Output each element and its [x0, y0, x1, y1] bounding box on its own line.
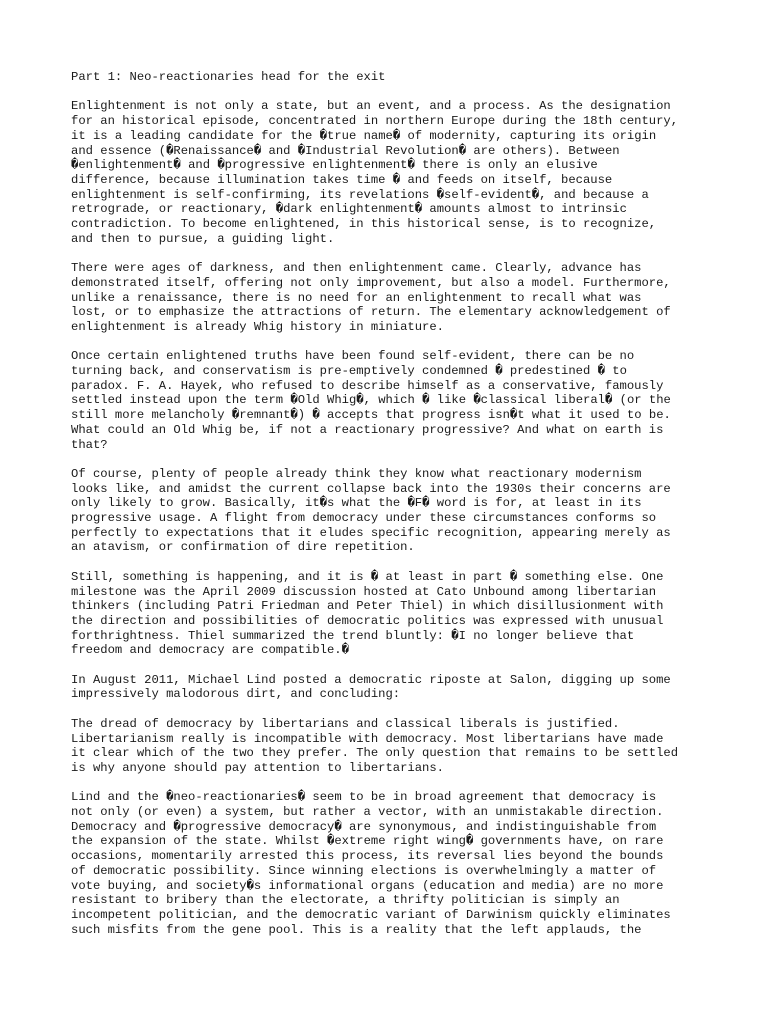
text-line: settled instead upon the term �Old Whig�, which � like �classical liberal� (or the: [71, 393, 671, 408]
text-line: In August 2011, Michael Lind posted a democratic riposte at Salon, digging up some: [71, 672, 671, 687]
paragraph: [71, 673, 711, 702]
paragraph: [71, 99, 711, 246]
text-line: of democratic possibility. Since winning elections is overwhelmingly a matter of: [71, 863, 657, 878]
document-heading: Part 1: Neo-reactionaries head for the exit: [71, 70, 386, 84]
text-line: Lind and the �neo-reactionaries� seem to be in broad agreement that democracy is: [71, 790, 657, 805]
document-body: [71, 99, 711, 937]
text-line: that?: [71, 437, 108, 452]
paragraph: [71, 261, 711, 335]
paragraph: [71, 717, 711, 776]
text-line: The dread of democracy by libertarians and classical liberals is justified.: [71, 716, 620, 731]
text-line: contradiction. To become enlightened, in this historical sense, is to recognize,: [71, 217, 657, 232]
text-line: it clear which of the two they prefer. The only question that remains to be settled: [71, 746, 679, 761]
text-line: retrograde, or reactionary, �dark enlightenment� amounts almost to intrinsic: [71, 202, 627, 217]
text-line: Enlightenment is not only a state, but an event, and a process. As the designation: [71, 99, 671, 114]
text-line: vote buying, and society�s informational organs (education and media) are no more: [71, 878, 664, 893]
text-line: incompetent politician, and the democratic variant of Darwinism quickly eliminates: [71, 907, 671, 922]
text-line: paradox. F. A. Hayek, who refused to describe himself as a conservative, famously: [71, 378, 664, 393]
text-line: lost, or to emphasize the attractions of return. The elementary acknowledgement of: [71, 305, 671, 320]
text-line: the expansion of the state. Whilst �extreme right wing� governments have, on rare: [71, 834, 664, 849]
text-line: demonstrated itself, offering not only improvement, but also a model. Furthermore,: [71, 275, 671, 290]
text-line: Of course, plenty of people already think they know what reactionary modernism: [71, 466, 642, 481]
text-line: Once certain enlightened truths have been found self-evident, there can be no: [71, 349, 635, 364]
text-line: difference, because illumination takes time � and feeds on itself, because: [71, 172, 613, 187]
text-line: resistant to bribery than the electorate, a thrifty politician is simply an: [71, 893, 620, 908]
text-line: and essence (�Renaissance� and �Industrial Revolution� are others). Between: [71, 143, 620, 158]
text-line: the direction and possibilities of democratic politics was expressed with unusual: [71, 613, 664, 628]
text-line: Democracy and �progressive democracy� are synonymous, and indistinguishable from: [71, 819, 657, 834]
text-line: forthrightness. Thiel summarized the trend bluntly: �I no longer believe that: [71, 628, 635, 643]
paragraph: [71, 349, 711, 452]
paragraph: [71, 790, 711, 937]
text-line: There were ages of darkness, and then enlightenment came. Clearly, advance has: [71, 261, 642, 276]
text-line: Libertarianism really is incompatible with democracy. Most libertarians have made: [71, 731, 664, 746]
text-line: perfectly to expectations that it eludes specific recognition, appearing merely as: [71, 525, 671, 540]
text-line: freedom and democracy are compatible.�: [71, 643, 349, 658]
text-line: Still, something is happening, and it is � at least in part � something else. One: [71, 569, 664, 584]
text-line: and then to pursue, a guiding light.: [71, 231, 335, 246]
text-line: for an historical episode, concentrated in northern Europe during the 18th century,: [71, 114, 679, 129]
text-line: such misfits from the gene pool. This is a reality that the left applauds, the: [71, 922, 642, 937]
text-line: progressive usage. A flight from democracy under these circumstances conforms so: [71, 511, 657, 526]
text-line: it is a leading candidate for the �true name� of modernity, capturing its origin: [71, 128, 657, 143]
text-line: enlightenment is already Whig history in miniature.: [71, 319, 444, 334]
text-line: turning back, and conservatism is pre-emptively condemned � predestined � to: [71, 364, 627, 379]
text-line: �enlightenment� and �progressive enlightenment� there is only an elusive: [71, 158, 598, 173]
text-line: not only (or even) a system, but rather a vector, with an unmistakable direction.: [71, 805, 664, 820]
text-line: only likely to grow. Basically, it�s what the �F� word is for, at least in its: [71, 496, 642, 511]
text-line: an atavism, or confirmation of dire repetition.: [71, 540, 415, 555]
paragraph: [71, 570, 711, 658]
document-page: [71, 70, 711, 952]
text-line: impressively malodorous dirt, and concluding:: [71, 687, 401, 702]
text-line: looks like, and amidst the current collapse back into the 1930s their concerns are: [71, 481, 671, 496]
text-line: still more melancholy �remnant�) � accepts that progress isn�t what it used to be.: [71, 408, 671, 423]
text-line: is why anyone should pay attention to libertarians.: [71, 760, 444, 775]
text-line: unlike a renaissance, there is no need for an enlightenment to recall what was: [71, 290, 642, 305]
text-line: enlightenment is self-confirming, its revelations �self-evident�, and because a: [71, 187, 649, 202]
text-line: thinkers (including Patri Friedman and Peter Thiel) in which disillusionment with: [71, 599, 664, 614]
text-line: occasions, momentarily arrested this process, its reversal lies beyond the bounds: [71, 849, 664, 864]
paragraph: [71, 467, 711, 555]
text-line: milestone was the April 2009 discussion hosted at Cato Unbound among libertarian: [71, 584, 657, 599]
text-line: What could an Old Whig be, if not a reactionary progressive? And what on earth is: [71, 422, 664, 437]
